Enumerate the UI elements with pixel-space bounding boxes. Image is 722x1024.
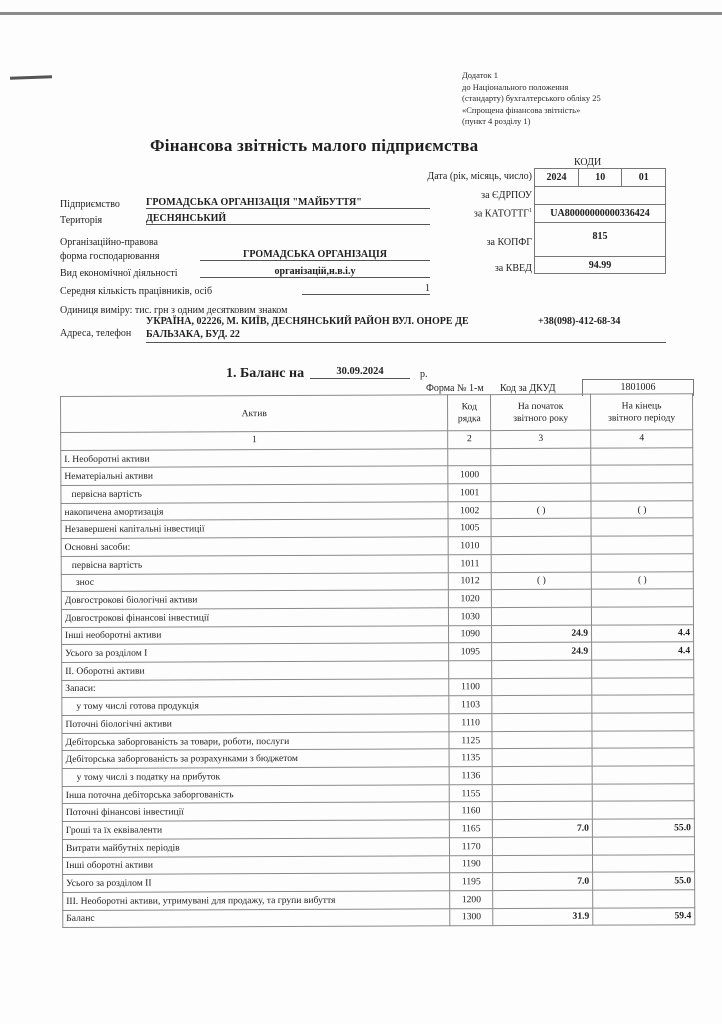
col-header-start <box>491 394 591 430</box>
territory-value: ДЕСНЯНСЬКИЙ <box>146 213 430 225</box>
row-label: первісна вартість <box>61 555 448 574</box>
row-start-value <box>493 890 593 908</box>
kved-value: 94.99 <box>535 257 666 274</box>
dkud-value: 1801006 <box>582 379 694 396</box>
col-header-end-line1: На кінець <box>621 399 662 412</box>
row-end-value: ( ) <box>591 500 693 518</box>
row-label: Нематеріальні активи <box>61 466 448 485</box>
row-code: 1030 <box>449 607 492 625</box>
row-label: Інша поточна дебіторська заборгованість <box>62 785 449 804</box>
date-day: 01 <box>622 169 666 187</box>
row-end-value <box>591 536 693 554</box>
row-end-value <box>592 783 694 801</box>
row-start-value: ( ) <box>491 572 591 590</box>
row-code: 1125 <box>449 731 492 749</box>
address-label: Адреса, телефон <box>60 328 132 339</box>
row-label: Поточні біологічні активи <box>62 714 449 733</box>
katottg-footnote: 1 <box>529 208 532 214</box>
col-header-code-line2: рядка <box>457 412 481 424</box>
row-code: 1001 <box>448 484 491 502</box>
row-end-value: 4.4 <box>592 642 694 660</box>
row-end-value <box>593 890 695 908</box>
row-code: 1135 <box>449 749 492 767</box>
row-start-value <box>492 731 592 749</box>
row-label: II. Оборотні активи <box>62 661 449 680</box>
legal-form-label-1: Організаційно-правова <box>60 237 158 248</box>
legal-form-value: ГРОМАДСЬКА ОРГАНІЗАЦІЯ <box>200 249 430 261</box>
row-end-value <box>592 660 694 678</box>
row-end-value <box>592 837 694 855</box>
row-label: первісна вартість <box>61 484 448 503</box>
row-label: Усього за розділом I <box>62 643 449 662</box>
row-code <box>448 448 491 466</box>
row-start-value <box>493 855 593 873</box>
row-start-value <box>491 483 591 501</box>
row-label: Запаси: <box>62 678 449 697</box>
row-end-value <box>592 695 694 713</box>
appendix-line: до Національного положення <box>462 81 569 92</box>
row-end-value <box>592 766 694 784</box>
row-end-value <box>591 465 693 483</box>
row-label: Дебіторська заборгованість за товари, роботи, послуги <box>62 731 449 750</box>
row-label: I. Необоротні активи <box>61 448 448 467</box>
row-start-value <box>491 589 591 607</box>
row-start-value <box>491 536 591 554</box>
address-block <box>146 315 666 343</box>
col-header-end-line2: звітного періоду <box>608 411 676 424</box>
row-label: Інші необоротні активи <box>62 625 449 644</box>
date-month: 10 <box>578 169 622 187</box>
col-number-3: 3 <box>491 430 591 448</box>
row-start-value <box>491 554 591 572</box>
row-start-value <box>491 466 591 484</box>
row-code: 1090 <box>449 625 492 643</box>
row-start-value: 7.0 <box>493 872 593 890</box>
col-header-code-line1: Код <box>461 400 477 412</box>
col-number-4: 4 <box>591 430 693 448</box>
row-start-value: ( ) <box>491 501 591 519</box>
row-code: 1170 <box>450 837 493 855</box>
date-year: 2024 <box>535 169 579 187</box>
activity-value: організацій,н.в.і.у <box>200 266 430 278</box>
row-end-value: 59.4 <box>593 907 695 925</box>
edrpou-label: за ЄДРПОУ <box>481 190 532 201</box>
row-end-value <box>593 854 695 872</box>
row-end-value <box>592 677 694 695</box>
row-end-value: 4.4 <box>592 624 694 642</box>
katottg-label-text: за КАТОТТГ <box>473 208 529 220</box>
row-end-value <box>592 713 694 731</box>
appendix-line: (пункт 4 розділу 1) <box>462 116 531 126</box>
row-label: Дебіторська заборгованість за розрахунками з бюджетом <box>62 749 449 768</box>
row-end-value <box>591 607 693 625</box>
unit-label: Одиниця виміру: тис. грн з одним десятковим знаком <box>60 305 288 316</box>
row-label: Основні засоби: <box>61 537 448 556</box>
katottg-label <box>474 208 532 219</box>
row-start-value <box>492 713 592 731</box>
row-start-value: 7.0 <box>492 819 592 837</box>
row-start-value <box>492 784 592 802</box>
scan-top-edge <box>0 12 722 15</box>
codes-heading: КОДИ <box>574 157 602 168</box>
row-start-value: 24.9 <box>492 642 592 660</box>
appendix-note <box>462 70 601 128</box>
employees-value: 1 <box>302 283 430 295</box>
row-code: 1136 <box>449 767 492 785</box>
row-end-value <box>592 730 694 748</box>
row-code: 1160 <box>450 802 493 820</box>
row-end-value <box>591 483 693 501</box>
row-code: 1190 <box>450 855 493 873</box>
balance-date: 30.09.2024 <box>310 366 410 379</box>
row-start-value: 31.9 <box>493 908 593 926</box>
row-start-value <box>492 678 592 696</box>
row-code: 1020 <box>449 590 492 608</box>
row-code <box>449 661 492 679</box>
row-label: Довгострокові біологічні активи <box>61 590 448 609</box>
employees-label: Середня кількість працівників, осіб <box>60 286 213 297</box>
row-label: III. Необоротні активи, утримувані для продажу, та групи вибуття <box>63 891 450 910</box>
row-label: Витрати майбутніх періодів <box>62 838 449 857</box>
row-start-value <box>492 802 592 820</box>
address-line-2: БАЛЬЗАКА, БУД. 22 <box>146 329 240 340</box>
row-start-value <box>492 766 592 784</box>
row-start-value <box>492 607 592 625</box>
row-start-value <box>492 749 592 767</box>
row-end-value <box>591 589 693 607</box>
row-code: 1165 <box>450 820 493 838</box>
row-label: накопичена амортизація <box>61 502 448 521</box>
row-code: 1005 <box>448 519 491 537</box>
row-code: 1110 <box>449 714 492 732</box>
kopfg-label: за КОПФГ <box>486 237 532 248</box>
row-code: 1012 <box>449 572 492 590</box>
legal-form-label-2: форма господарювання <box>60 251 160 262</box>
row-label: Довгострокові фінансові інвестиції <box>61 608 448 627</box>
address-line-1: УКРАЇНА, 02226, М. КИЇВ, ДЕСНЯНСЬКИЙ РАЙОН ВУЛ. ОНОРЕ ДЕ <box>146 316 469 327</box>
row-label: Усього за розділом II <box>63 873 450 892</box>
row-end-value: ( ) <box>591 571 693 589</box>
row-code: 1300 <box>450 908 493 926</box>
row-label: у тому числі готова продукція <box>62 696 449 715</box>
row-start-value <box>492 695 592 713</box>
row-end-value: 55.0 <box>592 819 694 837</box>
codes-table <box>534 168 666 274</box>
katottg-value: UA80000000000336424 <box>535 205 666 223</box>
balance-title: 1. Баланс на <box>226 366 305 381</box>
form-number: Форма № 1-м <box>426 383 484 394</box>
row-start-value <box>491 519 591 537</box>
row-code: 1100 <box>449 678 492 696</box>
appendix-line: Додаток 1 <box>462 70 499 80</box>
dkud-label: Код за ДКУД <box>500 383 556 394</box>
row-label: Гроші та їх еквіваленти <box>62 820 449 839</box>
edrpou-value <box>535 187 666 205</box>
row-end-value <box>592 748 694 766</box>
enterprise-label: Підприємство <box>60 199 120 210</box>
row-start-value: 24.9 <box>492 625 592 643</box>
col-header-start-line2: звітного року <box>513 412 569 424</box>
enterprise-value: ГРОМАДСЬКА ОРГАНІЗАЦІЯ "МАЙБУТТЯ" <box>146 197 430 209</box>
activity-label: Вид економічної діяльності <box>60 268 178 279</box>
row-code: 1200 <box>450 890 493 908</box>
row-code: 1155 <box>450 784 493 802</box>
balance-date-suffix: р. <box>420 369 428 380</box>
row-label: Поточні фінансові інвестиції <box>62 802 449 821</box>
balance-table <box>60 393 695 928</box>
col-number-1: 1 <box>61 431 448 450</box>
row-code: 1195 <box>450 873 493 891</box>
row-label: Баланс <box>63 908 450 927</box>
row-end-value <box>591 554 693 572</box>
row-label: знос <box>61 572 448 591</box>
row-label: Інші оборотні активи <box>63 855 450 874</box>
phone-value: +38(098)-412-68-34 <box>538 316 621 327</box>
row-start-value <box>491 448 591 466</box>
col-header-code <box>448 395 491 431</box>
kopfg-value: 815 <box>535 223 666 257</box>
row-end-value: 55.0 <box>593 872 695 890</box>
row-end-value <box>591 447 693 465</box>
row-code: 1011 <box>449 554 492 572</box>
kved-label: за КВЕД <box>494 263 532 274</box>
col-header-end <box>591 394 693 430</box>
row-label: у тому числі з податку на прибуток <box>62 767 449 786</box>
appendix-line: (стандарту) бухгалтерського обліку 25 <box>462 93 601 103</box>
appendix-line: «Спрощена фінансова звітність» <box>462 104 581 115</box>
scan-mark <box>10 75 52 79</box>
row-start-value <box>492 660 592 678</box>
row-start-value <box>493 837 593 855</box>
row-code: 1002 <box>448 501 491 519</box>
row-code: 1010 <box>448 537 491 555</box>
col-header-asset: Актив <box>61 395 448 433</box>
page-title: Фінансова звітність малого підприємства <box>150 136 479 155</box>
row-end-value <box>591 518 693 536</box>
row-end-value <box>592 801 694 819</box>
row-code: 1000 <box>448 466 491 484</box>
row-code: 1103 <box>449 696 492 714</box>
date-label: Дата (рік, місяць, число) <box>427 171 532 182</box>
territory-label: Територія <box>60 215 103 226</box>
col-header-start-line1: На початок <box>517 400 564 412</box>
row-code: 1095 <box>449 643 492 661</box>
table-row <box>63 907 695 927</box>
col-number-2: 2 <box>448 431 491 449</box>
row-label: Незавершені капітальні інвестиції <box>61 519 448 538</box>
